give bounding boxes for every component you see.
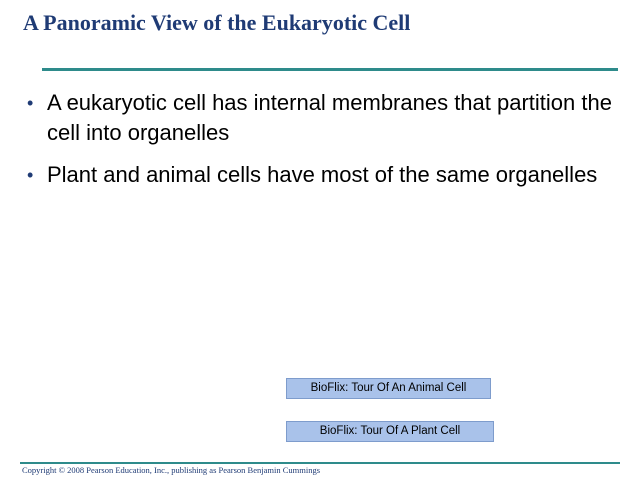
bullet-list [27, 88, 617, 202]
bullet-text: A eukaryotic cell has internal membranes that partition the cell into organelles [47, 90, 612, 145]
bullet-item [27, 160, 617, 190]
footer-divider [20, 462, 620, 464]
title-divider [42, 68, 618, 71]
copyright-notice: Copyright © 2008 Pearson Education, Inc., publishing as Pearson Benjamin Cummings [22, 465, 321, 475]
animal-cell-tour-button[interactable]: BioFlix: Tour Of An Animal Cell [286, 378, 491, 399]
bullet-text: Plant and animal cells have most of the same organelles [47, 162, 598, 187]
slide-title: A Panoramic View of the Eukaryotic Cell [23, 10, 411, 35]
plant-cell-tour-button[interactable]: BioFlix: Tour Of A Plant Cell [286, 421, 494, 442]
bullet-item [27, 88, 617, 148]
bullet-marker: • [27, 93, 34, 113]
bullet-marker: • [27, 165, 34, 185]
